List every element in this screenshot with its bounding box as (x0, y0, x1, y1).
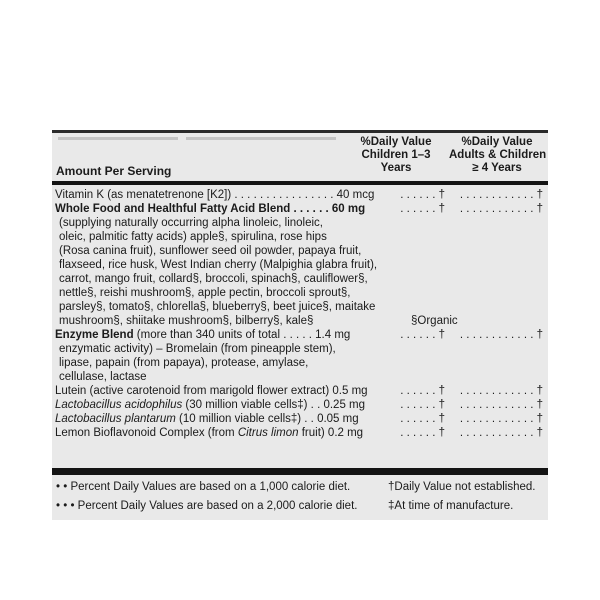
row-lactobacillus-acidophilus: Lactobacillus acidophilus (30 million viable cells‡) . . 0.25 mg . . . . . . † . . . . . . . . . . . . † (55, 399, 543, 411)
daily-value-children-header: %Daily Value Children 1–3 Years (360, 136, 432, 174)
amount-per-serving-label: Amount Per Serving (56, 164, 172, 178)
row-lactobacillus-plantarum: Lactobacillus plantarum (10 million viable cells‡) . . 0.05 mg . . . . . . † . . . . . . . . . . . . † (55, 413, 543, 425)
blend-detail-line: (supplying naturally occurring alpha linoleic, linoleic, (59, 217, 324, 229)
row-whole-food-blend: Whole Food and Healthful Fatty Acid Blend . . . . . . 60 mg . . . . . . † . . . . . . . . . . . . † (55, 203, 543, 215)
faded-text-strip (58, 137, 178, 140)
enzyme-detail-line: lipase, papain (from papaya), protease, amylase, (59, 357, 309, 369)
blend-detail-line: flaxseed, rice husk, West Indian cherry (Malpighia glabra fruit), (59, 259, 378, 271)
ingredient-list (55, 188, 545, 440)
footnote-dv-not-established: †Daily Value not established. (388, 481, 536, 493)
blend-detail-line: oleic, palmitic fatty acids) apple§, spirulina, rose hips (59, 231, 327, 243)
organic-note: §Organic (411, 315, 458, 327)
enzyme-detail-line: cellulase, lactase (59, 371, 147, 383)
blend-detail-line: (Rosa canina fruit), sunflower seed oil powder, papaya fruit, (59, 245, 362, 257)
enzyme-detail-line: enzymatic activity) – Bromelain (from pineapple stem), (59, 343, 336, 355)
top-rule (52, 130, 548, 133)
blend-detail-line: carrot, mango fruit, collard§, broccoli, spinach§, cauliflower§, (59, 273, 368, 285)
header-rule (52, 181, 548, 185)
footer-rule (52, 468, 548, 475)
footnote-time-of-manufacture: ‡At time of manufacture. (388, 500, 514, 512)
supplement-facts-panel: Amount Per Serving %Daily Value Children 1–3 Years %Daily Value Adults & Children ≥ 4 Years Vitamin K (as menatetrenone [K2]) . . . . . . . . . . . . . . . . 40 mcg . . . . . . † . . . . . . . . . . . . † Whole Food and Healthful Fatty Acid Blend . . . . . . 60 mg . . . . . . † . . . . . . . . . . . . † (supplying naturally occurring alpha linoleic, linoleic, oleic, palmitic fatty acids) apple§, spirulina, rose hips (Rosa canina fruit), sunflower seed oil powder, papaya fruit, flaxseed, rice husk, West Indian cherry (Malpighia glabra fruit), carrot, mango fruit, collard§, broccoli, spinach§, cauliflower§, nettle§, reishi mushroom§, apple pectin, broccoli sprout§, parsley§, tomato§, chlorella§, blueberry§, beet juice§, maitake mushroom§, shiitake mushroom§, bilberry§, kale§ §Organic Enzyme Blend (more than 340 units of total . . . . . 1.4 mg . . . . . . † . . . . . . . . . . . . † enzymatic activity) – Bromelain (from pineapple stem), lipase, papain (from papaya), protease, amylase, cellulase, lactase Lutein (active carotenoid from marigold flower extract) 0.5 mg . . . . . . † . . . . . . . . . . . . † Lactobacillus acidophilus (30 million viable cells‡) . . 0.25 mg . . . . . . † . . . . . . . . . . . . † Lactobacillus plantarum (10 million viable cells‡) . . 0.05 mg . . . . . . † . . . . . . . . . . . . † Lemon Bioflavonoid Complex (from Citrus limon fruit) 0.2 mg . . . . . . † . . . . . . . . . . . . † • • Percent Daily Values are based on a 1,000 calorie diet. †Daily Value not established. • • • Percent Daily Values are based on a 2,000 calorie diet. ‡At time of manufacture. (52, 130, 548, 520)
daily-value-adults-header: %Daily Value Adults & Children ≥ 4 Years (449, 136, 547, 174)
row-lemon-bioflavonoid: Lemon Bioflavonoid Complex (from Citrus limon fruit) 0.2 mg . . . . . . † . . . . . . . . . . . . † (55, 427, 543, 439)
row-enzyme-blend: Enzyme Blend (more than 340 units of total . . . . . 1.4 mg . . . . . . † . . . . . . . . . . . . † (55, 329, 543, 341)
row-vitamin-k: Vitamin K (as menatetrenone [K2]) . . . . . . . . . . . . . . . . 40 mcg . . . . . . † . . . . . . . . . . . . † (55, 189, 543, 201)
faded-text-strip (186, 137, 336, 140)
blend-detail-line: nettle§, reishi mushroom§, apple pectin, broccoli sprout§, (59, 287, 351, 299)
blend-detail-line: parsley§, tomato§, chlorella§, blueberry§, beet juice§, maitake (59, 301, 376, 313)
row-lutein: Lutein (active carotenoid from marigold flower extract) 0.5 mg . . . . . . † . . . . . . . . . . . . † (55, 385, 543, 397)
blend-detail-line: mushroom§, shiitake mushroom§, bilberry§, kale§ §Organic (59, 315, 458, 327)
